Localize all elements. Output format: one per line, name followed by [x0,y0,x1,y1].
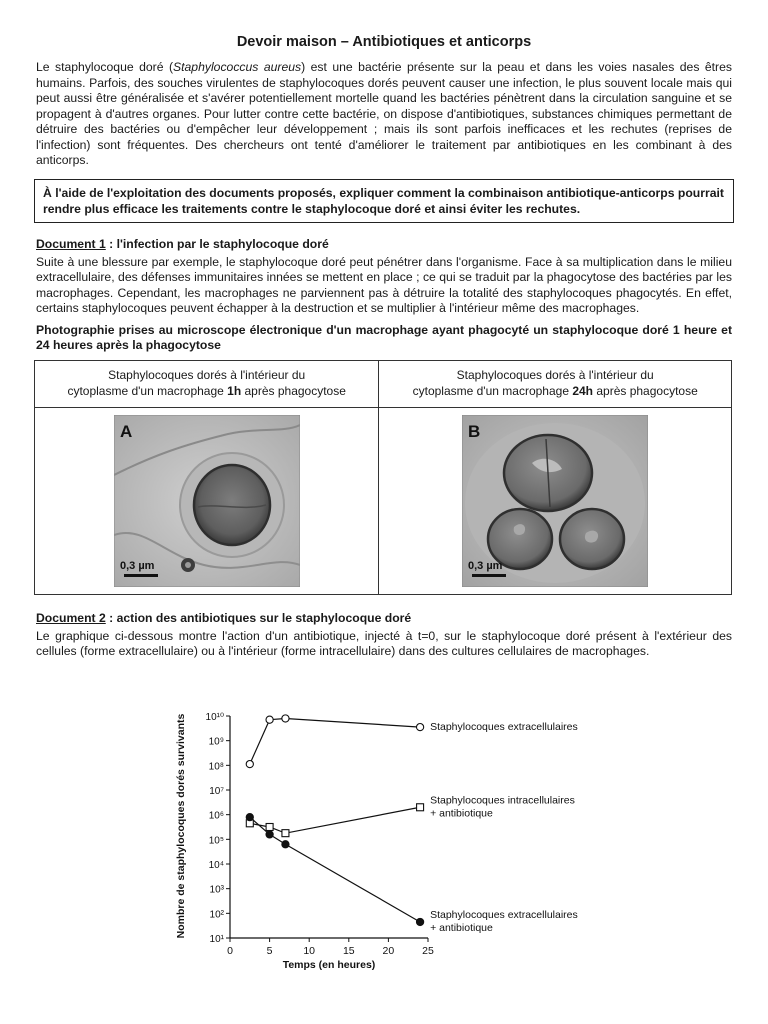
micrograph-a-scale-label: 0,3 µm [119,559,155,572]
photo-a-caption [35,360,379,407]
micrograph-a-letter: A [119,421,132,441]
photo-a-caption-line1: Staphylocoques dorés à l'intérieur du [108,368,306,382]
photo-b-caption-line2: cytoplasme d'un macrophage [412,383,573,398]
x-tick-label: 5 [266,945,273,957]
micrograph-a-scale-bar [124,574,158,577]
legend-label-1: Staphylocoques intracellulaires [430,794,575,807]
chart-axes [206,712,434,957]
doc1-heading [36,237,732,251]
series-point-2 [282,841,289,848]
y-tick-label: 10⁹ [208,736,224,748]
x-tick-label: 25 [422,945,434,957]
task-box: À l'aide de l'exploitation des documents proposés, expliquer comment la combinaison antibiotique-anticorps pourrait rendre plus efficace les traitements contre le staphylocoque doré et ainsi éviter les rechutes. [34,179,734,223]
y-tick-label: 10¹⁰ [205,712,224,723]
chart-ylabel: Nombre de staphylocoques dorés survivants [175,713,187,939]
legend-label-2-line2: + antibiotique [430,921,493,934]
series-point-2 [416,918,423,925]
photo-b-caption-line1: Staphylocoques dorés à l'intérieur du [456,368,654,382]
photo-table [34,360,732,595]
intro-paragraph [36,60,732,169]
chart-legend [430,721,578,934]
series-line-0 [250,718,420,764]
photo-caption: Photographie prises au microscope électronique d'un macrophage ayant phagocyté un staphylocoque doré 1 heure et 24 heures après la phagocytose [36,322,732,352]
photo-a-time: 1h [227,383,242,398]
doc2-section [36,611,732,660]
x-tick-label: 0 [227,945,233,957]
survival-chart [134,676,634,976]
series-point-0 [266,716,273,723]
intro-text-1: Le staphylocoque doré ( [36,60,174,74]
chart-xlabel: Temps (en heures) [282,959,376,971]
photo-a-caption-line2-end: après phagocytose [241,383,346,398]
series-point-2 [246,814,253,821]
y-tick-label: 10⁴ [208,860,224,871]
y-tick-label: 10⁷ [209,786,224,797]
micrograph-b [462,415,648,587]
doc1-title: : l'infection par le staphylocoque doré [105,236,329,251]
photo-a-caption-line2: cytoplasme d'un macrophage [67,383,228,398]
page [36,30,732,660]
series-point-0 [246,761,253,768]
series-point-0 [416,724,423,731]
y-tick-label: 10⁵ [208,835,224,847]
page-title: Devoir maison – Antibiotiques et anticorps [236,34,532,50]
micrograph-a [114,415,300,587]
series-line-2 [250,817,420,922]
doc2-label: Document 2 [36,610,106,625]
doc1-label: Document 1 [36,236,106,251]
y-tick-label: 10⁸ [208,761,224,773]
series-line-1 [250,807,420,833]
legend-label-1-line2: + antibiotique [430,807,493,820]
chart-series [246,715,423,926]
series-point-2 [266,831,273,838]
intro-species-name: Staphylococcus aureus [173,60,302,74]
photo-b-time: 24h [572,383,594,398]
y-tick-label: 10³ [209,884,224,896]
series-point-1 [266,824,273,831]
x-tick-label: 10 [303,945,316,957]
doc2-text: Le graphique ci-dessous montre l'action d'un antibiotique, injecté à t=0, sur le staphylocoque doré présent à l'extérieur des cellules (forme extracellulaire) ou à l'intérieur (forme intracellulaire) dans des cultures cellulaires de macrophages. [36,628,732,658]
micrograph-b-scale-label: 0,3 µm [468,559,503,572]
y-tick-label: 10⁶ [208,810,224,822]
series-point-1 [282,830,289,837]
y-tick-label: 10¹ [209,934,224,945]
doc2-heading [36,611,732,625]
micrograph-b-letter: B [468,421,481,441]
x-tick-label: 15 [342,945,355,957]
intro-text-2: ) est une bactérie présente sur la peau et dans les voies nasales des êtres humains. Parfois, des souches virulentes de staphylocoques dorés peuvent causer une infection, le plus souvent locale mais qui peut aussi être généralisée et s'avérer potentiellement mortelle quand les bactéries pénètrent dans la circulation sanguine et se propagent à d'autres organes. Pour lutter contre cette bactérie, on dispose d'antibiotiques, substances chimiques permettant de détruire des bactéries ou d'empêcher leur développement ; mais ils sont parfois inefficaces et les rechutes (reprises de l'infection) sont fréquentes. Des chercheurs ont tenté d'améliorer le traitement par antibiotiques en les combinant à des anticorps. [36,60,732,167]
photo-b-caption-line2-end: après phagocytose [593,383,698,398]
legend-label-2: Staphylocoques extracellulaires [430,908,578,921]
y-tick-label: 10² [209,909,224,921]
doc1-text: Suite à une blessure par exemple, le staphylocoque doré peut pénétrer dans l'organisme. Face à sa multiplication dans le milieu extracellulaire, des défenses immunitaires innées se mettent en place ; ce qui se traduit par la phagocytose des bactéries par les macrophages. Cependant, les macrophages ne parviennent pas à détruire la totalité des staphylocoques phagocytés. En effet, certains staphylocoques peuvent échapper à la destruction et se multiplier à l'intérieur même des macrophages. [36,254,732,315]
x-tick-label: 20 [382,945,395,957]
photo-a-cell [35,407,379,594]
doc2-title: : action des antibiotiques sur le staphylocoque doré [105,610,412,625]
photo-b-cell [379,407,732,594]
micrograph-b-scale-bar [472,574,506,577]
legend-label-0: Staphylocoques extracellulaires [430,721,578,734]
series-point-1 [417,804,424,811]
series-point-0 [282,715,289,722]
chart-container [134,676,634,981]
photo-b-caption [379,360,732,407]
